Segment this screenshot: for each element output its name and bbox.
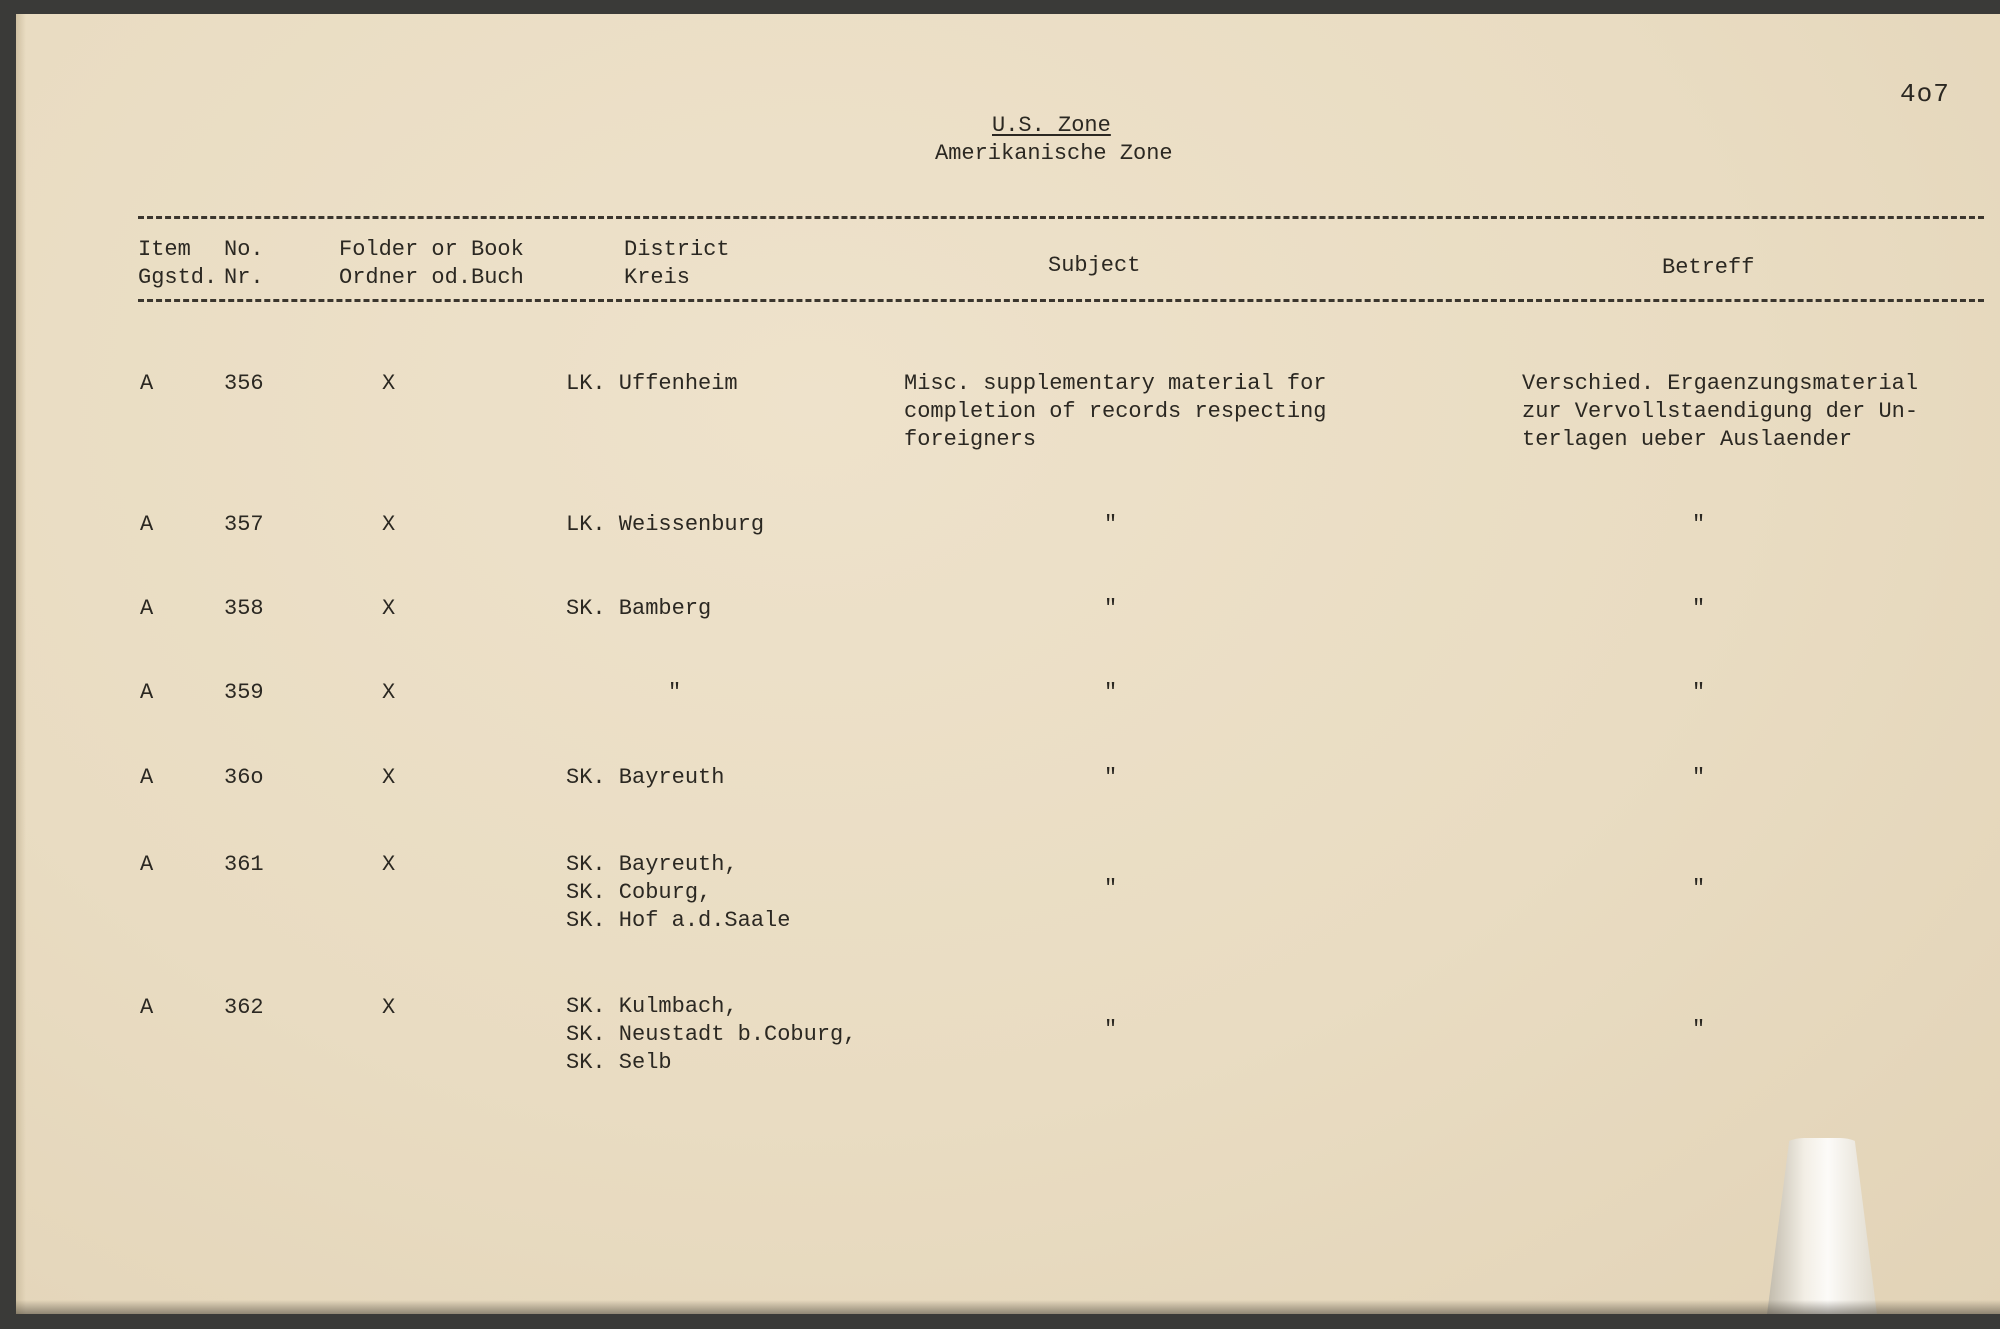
- row-district: LK. Uffenheim: [566, 371, 738, 396]
- row-betreff-ditto: ": [1692, 596, 1706, 621]
- row-folder-mark: X: [382, 680, 396, 705]
- row-district: SK. Bayreuth: [566, 765, 725, 790]
- row-number: 362: [224, 995, 264, 1020]
- row-subject-ditto: ": [1104, 512, 1118, 537]
- zone-subtitle: Amerikanische Zone: [935, 141, 1173, 166]
- row-folder-mark: X: [382, 995, 396, 1020]
- row-folder-mark: X: [382, 371, 396, 396]
- column-header-betreff: Betreff: [1662, 255, 1755, 280]
- row-betreff: Verschied. Ergaenzungsmaterial: [1522, 371, 1919, 396]
- bookmark-tab: [1764, 1138, 1880, 1314]
- row-folder-mark: X: [382, 765, 396, 790]
- column-header-item-de: Ggstd.: [138, 265, 218, 290]
- page-bottom-edge: [16, 1300, 2000, 1314]
- row-item: A: [140, 596, 154, 621]
- row-district-ditto: ": [668, 680, 682, 705]
- row-folder-mark: X: [382, 852, 396, 877]
- header-top-rule: [138, 216, 1984, 219]
- row-district: SK. Selb: [566, 1050, 672, 1075]
- row-subject: completion of records respecting: [904, 399, 1327, 424]
- row-number: 356: [224, 371, 264, 396]
- row-betreff-ditto: ": [1692, 680, 1706, 705]
- row-betreff: terlagen ueber Auslaender: [1522, 427, 1853, 452]
- row-subject: foreigners: [904, 427, 1037, 452]
- row-district: SK. Hof a.d.Saale: [566, 908, 791, 933]
- column-header-item: Item: [138, 237, 191, 262]
- row-number: 36o: [224, 765, 264, 790]
- row-number: 358: [224, 596, 264, 621]
- row-subject-ditto: ": [1104, 596, 1118, 621]
- column-header-folder: Folder or Book: [339, 237, 524, 262]
- column-header-district-de: Kreis: [624, 265, 691, 290]
- column-header-subject: Subject: [1048, 253, 1141, 278]
- zone-title: U.S. Zone: [992, 113, 1111, 138]
- row-item: A: [140, 852, 154, 877]
- column-header-no-de: Nr.: [224, 265, 264, 290]
- row-item: A: [140, 512, 154, 537]
- header-bottom-rule: [138, 299, 1984, 302]
- column-header-folder-de: Ordner od.Buch: [339, 265, 524, 290]
- row-district: SK. Coburg,: [566, 880, 712, 905]
- row-district: LK. Weissenburg: [566, 512, 765, 537]
- row-betreff: zur Vervollstaendigung der Un-: [1522, 399, 1919, 424]
- row-folder-mark: X: [382, 512, 396, 537]
- row-betreff-ditto: ": [1692, 765, 1706, 790]
- row-number: 361: [224, 852, 264, 877]
- row-number: 357: [224, 512, 264, 537]
- row-district: SK. Kulmbach,: [566, 994, 738, 1019]
- row-subject-ditto: ": [1104, 876, 1118, 901]
- row-district: SK. Bamberg: [566, 596, 712, 621]
- page-number: 4o7: [1900, 79, 1950, 109]
- row-subject-ditto: ": [1104, 765, 1118, 790]
- column-header-district: District: [624, 237, 730, 262]
- row-subject: Misc. supplementary material for: [904, 371, 1327, 396]
- column-header-no: No.: [224, 237, 264, 262]
- row-betreff-ditto: ": [1692, 1017, 1706, 1042]
- row-betreff-ditto: ": [1692, 876, 1706, 901]
- document-page: [16, 14, 2000, 1314]
- row-item: A: [140, 680, 154, 705]
- row-subject-ditto: ": [1104, 680, 1118, 705]
- row-district: SK. Bayreuth,: [566, 852, 738, 877]
- row-district: SK. Neustadt b.Coburg,: [566, 1022, 857, 1047]
- row-folder-mark: X: [382, 596, 396, 621]
- row-subject-ditto: ": [1104, 1017, 1118, 1042]
- row-item: A: [140, 995, 154, 1020]
- row-betreff-ditto: ": [1692, 512, 1706, 537]
- row-item: A: [140, 765, 154, 790]
- row-item: A: [140, 371, 154, 396]
- row-number: 359: [224, 680, 264, 705]
